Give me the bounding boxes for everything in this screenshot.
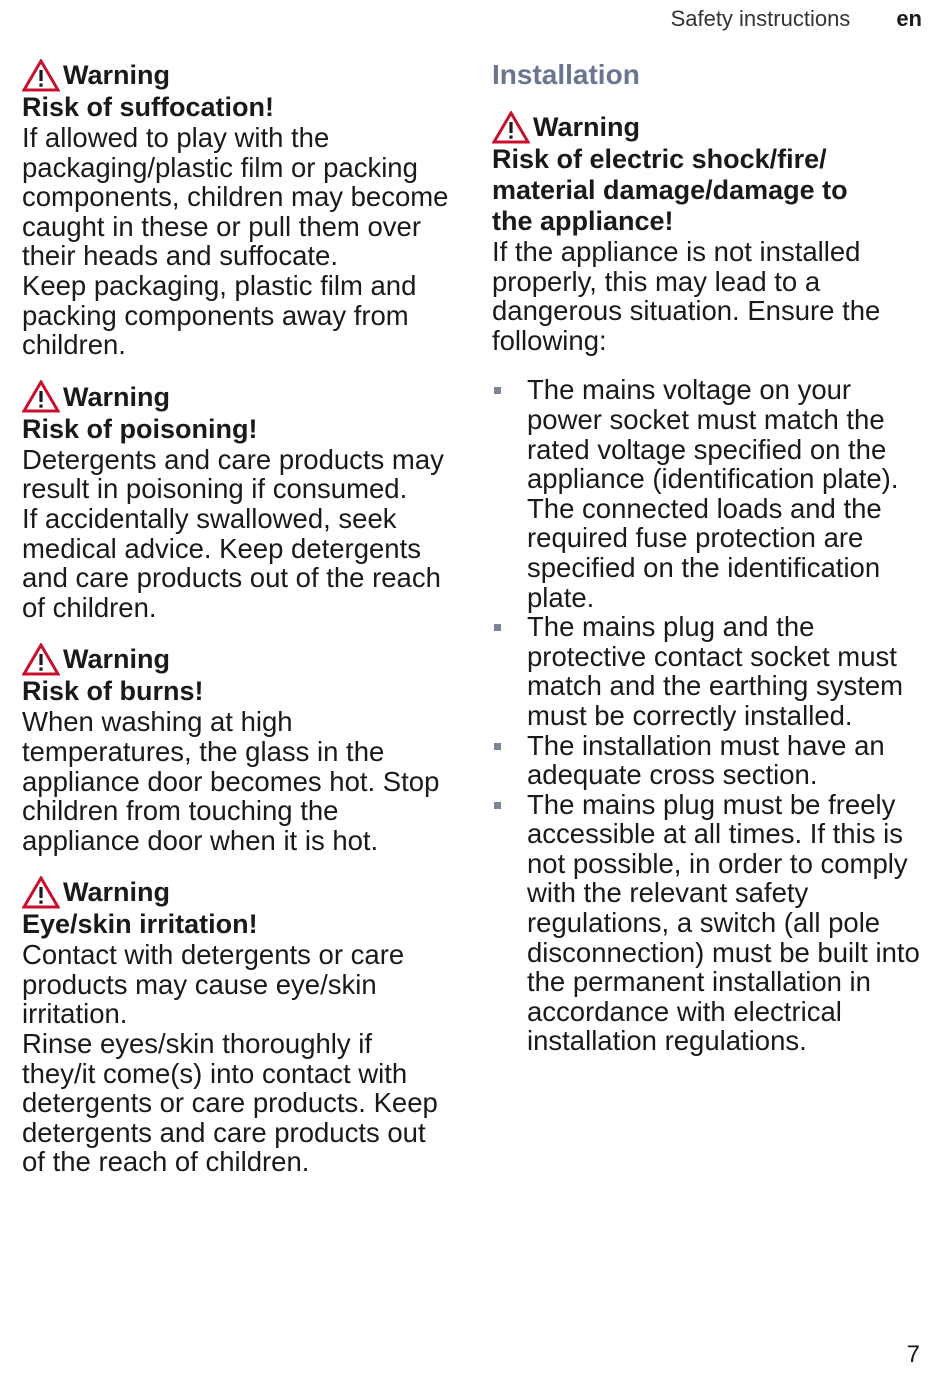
list-item-text: The mains voltage on your power socket must match the rated voltage specified on the appliance (identification plate). The connected loads and the required fuse protection are specified on the identification plate. — [527, 374, 899, 613]
warning-paragraph: Detergents and care products may result in poisoning if consumed. — [22, 443, 444, 505]
bullet-square-icon — [494, 802, 501, 809]
installation-heading: Installation — [492, 59, 640, 90]
list-item — [492, 731, 924, 790]
warning-triangle-icon — [22, 643, 60, 676]
warning-paragraph: If accidentally swallowed, seek medical advice. Keep detergents and care products out of the reach of children. — [22, 502, 441, 623]
warning-heading — [22, 875, 452, 909]
warning-label: Warning — [533, 112, 640, 142]
risk-title — [492, 144, 924, 237]
warning-label: Warning — [63, 60, 170, 90]
risk-title-line: material damage/damage to — [492, 175, 848, 205]
risk-title: Eye/skin irritation! — [22, 909, 258, 940]
list-item-text: The mains plug must be freely accessible at all times. If this is not possible, in order to comply with the relevant safety regulations, a switch (all pole disconnection) must be built into the permanent installation in accordance with electrical installation regulations. — [527, 788, 920, 1057]
risk-title-line: Risk of electric shock/fire/ — [492, 144, 827, 174]
warning-label: Warning — [63, 877, 170, 908]
warning-paragraph: Keep packaging, plastic film and packing components away from children. — [22, 269, 417, 361]
bullet-square-icon — [494, 387, 501, 394]
installation-requirements-list — [492, 375, 924, 1056]
warning-label: Warning — [63, 644, 170, 675]
header-section-title: Safety instructions — [670, 6, 851, 31]
risk-title: Risk of burns! — [22, 676, 204, 707]
list-item — [492, 375, 924, 612]
warning-paragraph: Rinse eyes/skin thoroughly if they/it come(s) into contact with detergents or care products. Keep detergents and care products out of the reach of children. — [22, 1028, 438, 1178]
list-item — [492, 790, 924, 1056]
warning-eye-skin-irritation — [22, 875, 452, 1177]
warning-label: Warning — [63, 381, 170, 412]
page-header — [671, 6, 922, 32]
warning-heading — [492, 110, 924, 144]
right-column — [492, 58, 924, 1056]
warning-paragraph: Contact with detergents or care products may cause eye/skin irritation. — [22, 939, 405, 1030]
list-item — [492, 612, 924, 730]
warning-heading — [22, 380, 452, 414]
left-column — [22, 58, 452, 1197]
warning-triangle-icon — [22, 59, 60, 92]
list-item-text: The installation must have an adequate cross section. — [527, 729, 885, 791]
warning-heading — [22, 642, 452, 676]
list-item-text: The mains plug and the protective contact socket must match and the earthing system must be correctly installed. — [527, 611, 904, 731]
header-language-code: en — [896, 6, 922, 31]
page-number: 7 — [906, 1341, 920, 1368]
warning-burns — [22, 642, 452, 855]
warning-paragraph: If allowed to play with the packaging/plastic film or packing components, children may become caught in these or pull them over their heads and suffocate. — [22, 122, 449, 272]
warning-suffocation — [22, 58, 452, 360]
warning-triangle-icon — [22, 380, 60, 413]
warning-poisoning — [22, 380, 452, 623]
warning-triangle-icon — [22, 876, 60, 909]
risk-title-line: the appliance! — [492, 206, 674, 236]
bullet-square-icon — [494, 743, 501, 750]
installation-intro: If the appliance is not installed properly, this may lead to a dangerous situation. Ensure the following: — [492, 236, 881, 356]
warning-paragraph: When washing at high temperatures, the glass in the appliance door becomes hot. Stop children from touching the appliance door when it is hot. — [22, 706, 440, 856]
risk-title: Risk of suffocation! — [22, 92, 275, 122]
risk-title: Risk of poisoning! — [22, 413, 258, 444]
bullet-square-icon — [494, 624, 501, 631]
warning-triangle-icon — [492, 111, 530, 144]
warning-heading — [22, 58, 452, 92]
